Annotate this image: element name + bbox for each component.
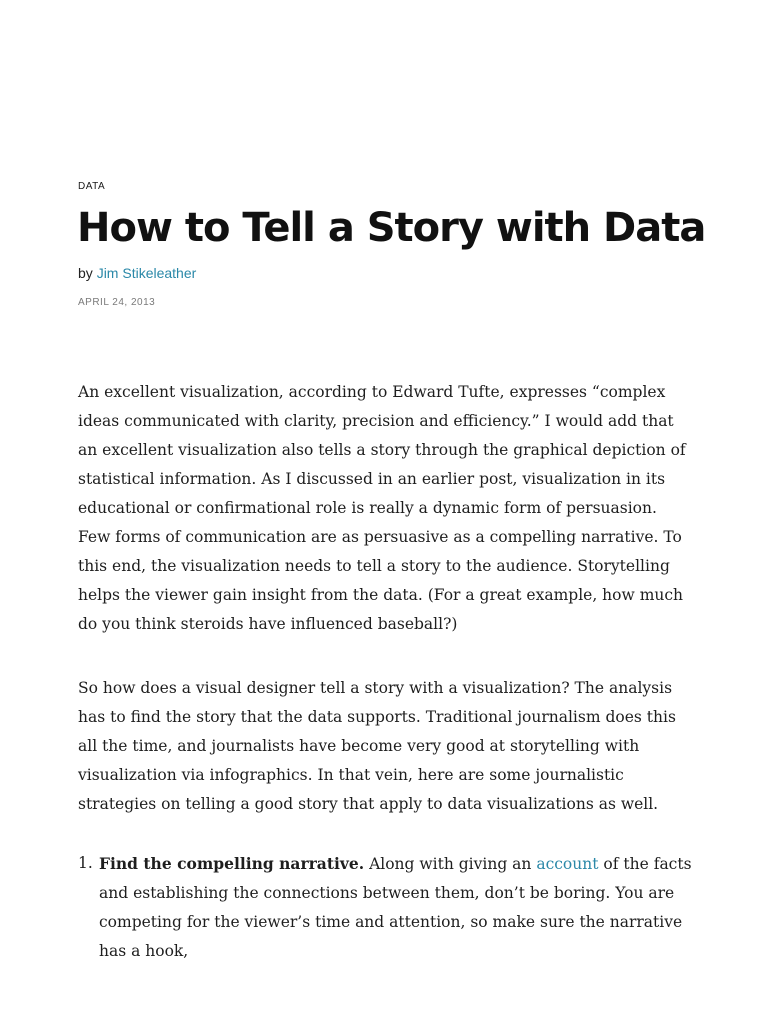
list-item-text: Along with giving an xyxy=(364,855,537,873)
list-item-number: 1. xyxy=(78,854,93,872)
body-paragraph-1: An excellent visualization, according to Edward Tufte, expresses “complex ideas communicated with clarity, precision and efficiency.” I would add that an excellent visualization also tells a story through the graphical depiction of statistical information. As I discussed in an earlier post, visualization in its educational or confirmational role is really a dynamic form of persuasion. Few forms of communication are as persuasive as a compelling narrative. To this end, the visualization needs to tell a story to the audience. Storytelling helps the viewer gain insight from the data. (For a great example, how much do you think steroids have influenced baseball?) xyxy=(78,383,686,633)
author-link[interactable]: Jim Stikeleather xyxy=(96,265,197,281)
list-item-heading: Find the compelling narrative. xyxy=(99,854,365,873)
list-item xyxy=(78,849,693,966)
section-kicker[interactable]: DATA xyxy=(78,181,106,192)
account-link[interactable]: account xyxy=(536,855,599,873)
article-title: How to Tell a Story with Data xyxy=(77,205,706,251)
body-paragraph-2: So how does a visual designer tell a story with a visualization? The analysis has to find the story that the data supports. Traditional journalism does this all the time, and journalists have become very good at storytelling with visualization via infographics. In that vein, here are some journalistic strategies on telling a good story that apply to data visualizations as well. xyxy=(78,679,676,813)
strategy-list xyxy=(78,849,693,966)
list-item-text-continued: of the facts and establishing the connections between them, don’t be boring. You are competing for the viewer’s time and attention, so make sure the narrative has a hook, xyxy=(99,855,692,960)
byline xyxy=(78,265,196,281)
byline-prefix: by xyxy=(78,265,93,281)
publish-date: APRIL 24, 2013 xyxy=(78,297,156,308)
